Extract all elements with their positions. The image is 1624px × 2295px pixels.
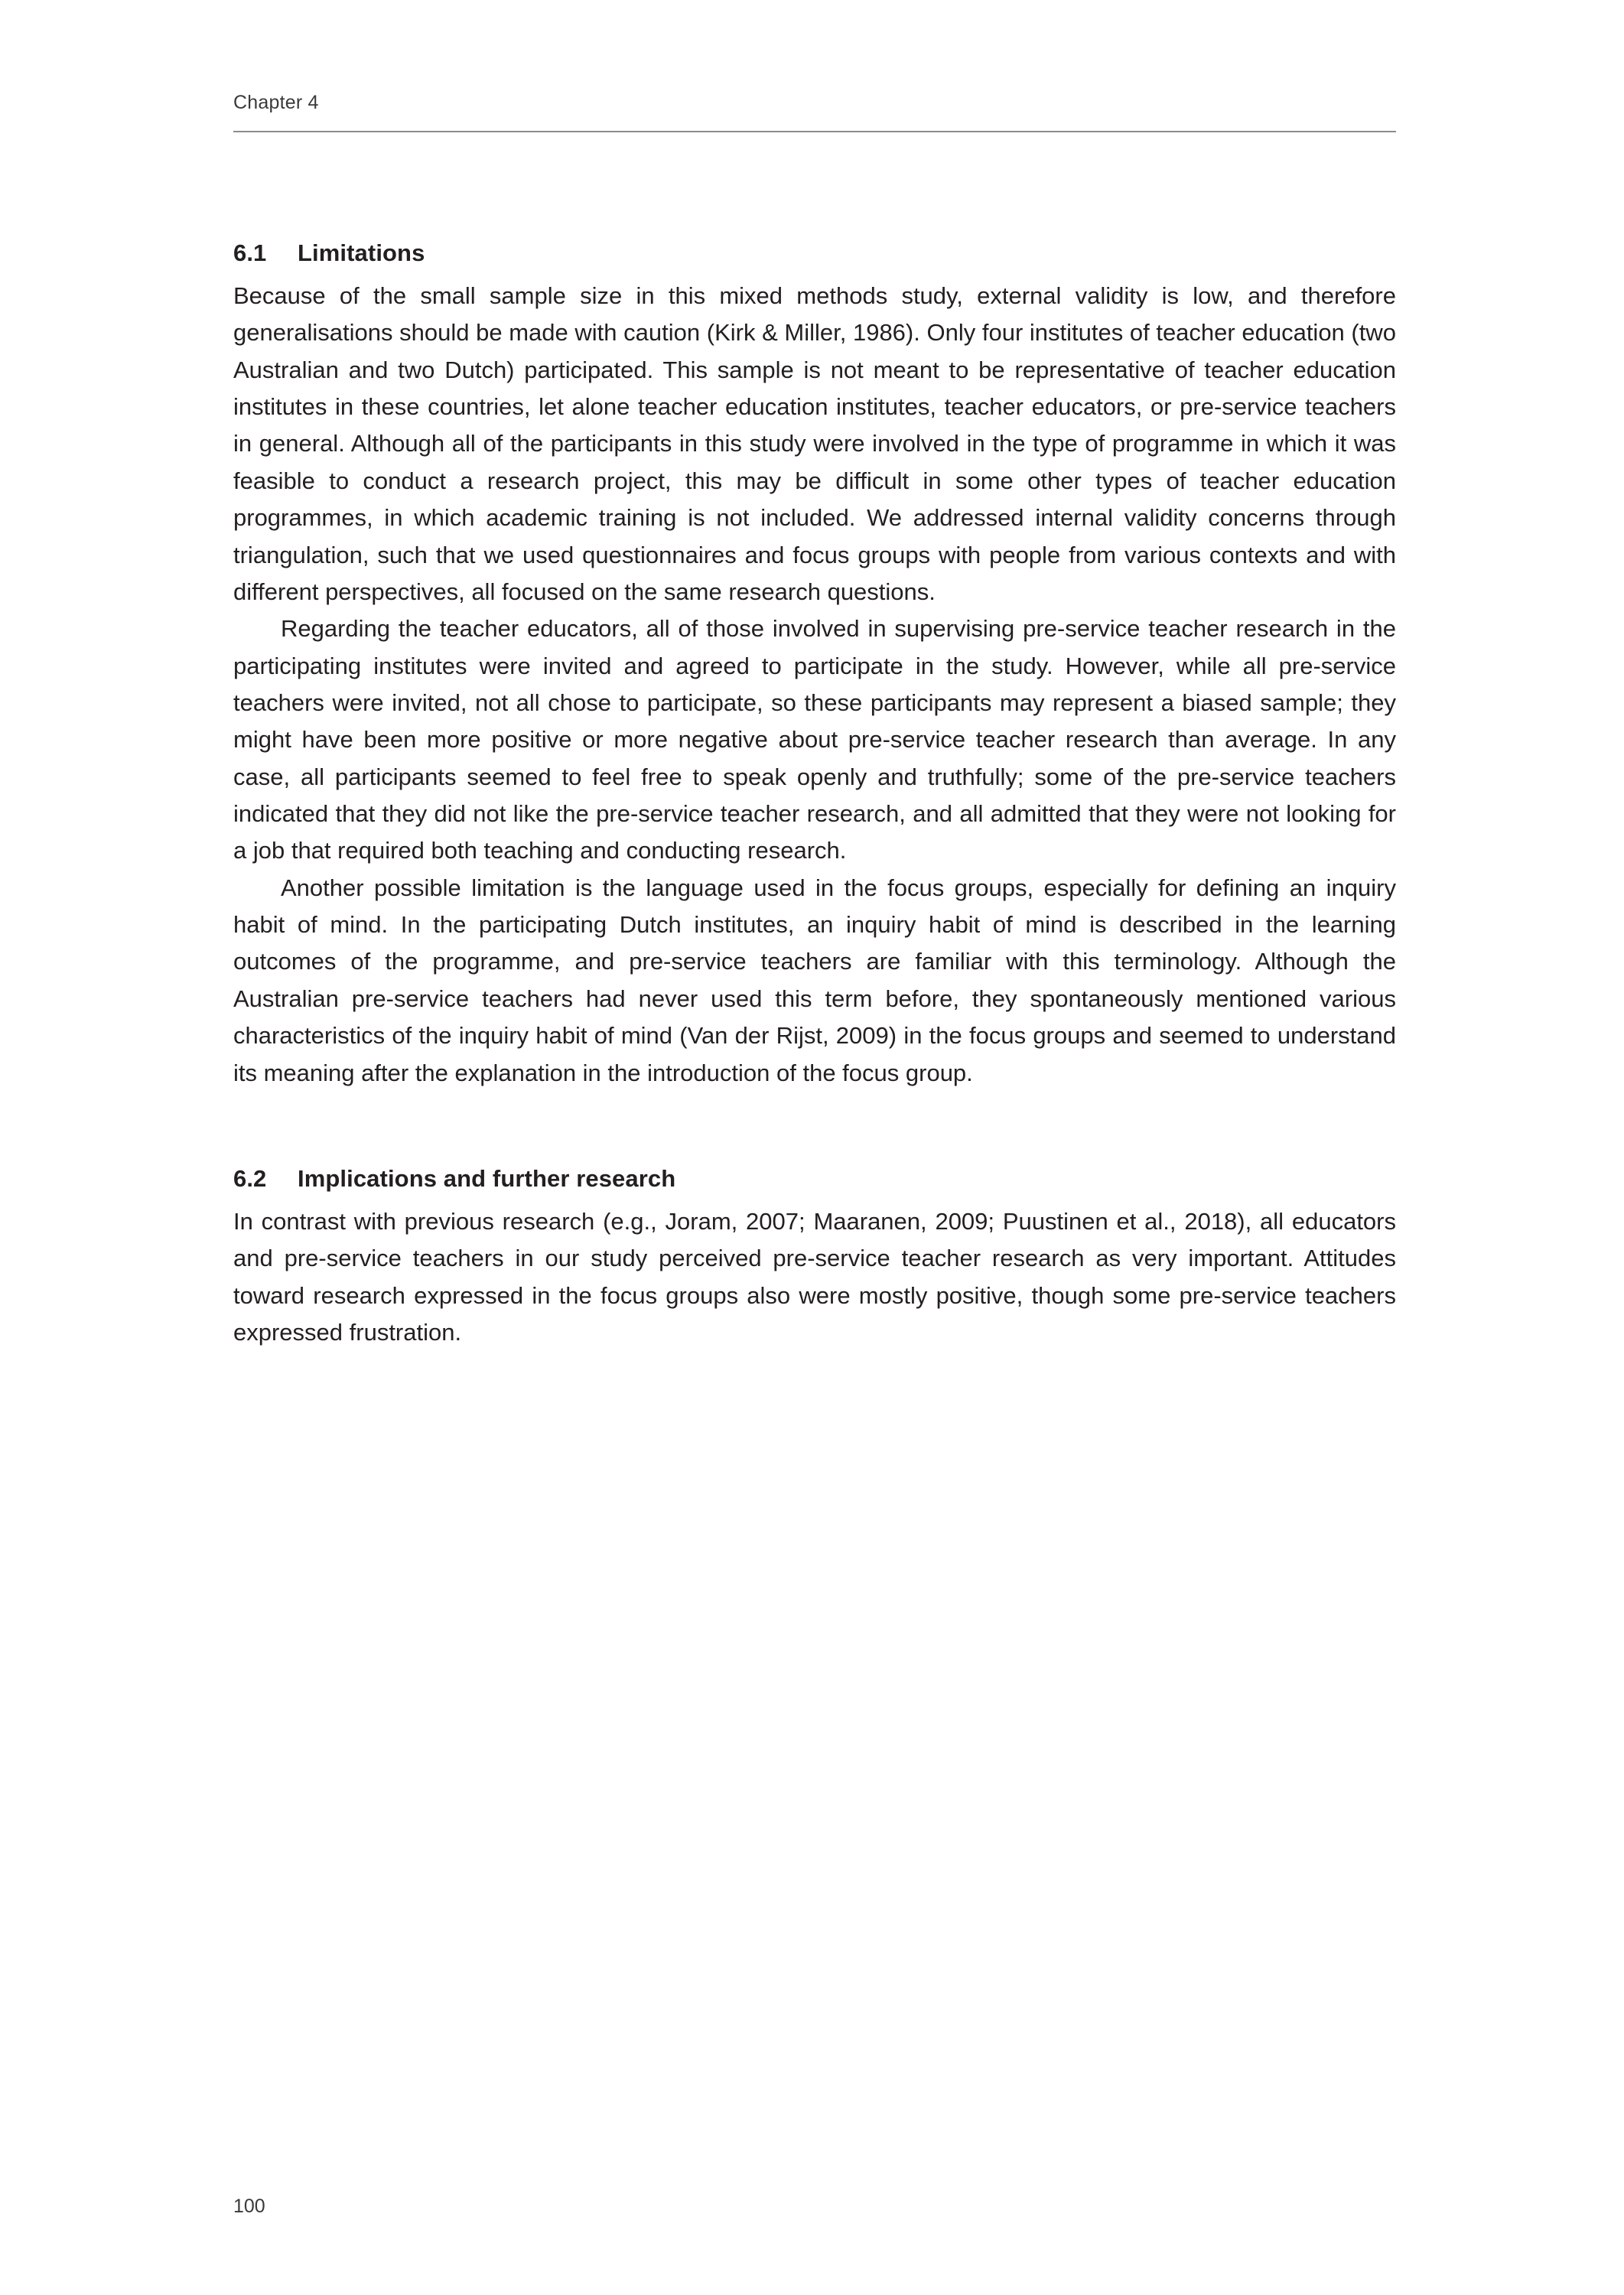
section-title: Implications and further research [298,1164,676,1192]
section-number: 6.2 [233,1164,267,1192]
paragraph: In contrast with previous research (e.g., Joram, 2007; Maaranen, 2009; Puustinen et al., 2018), all educators and pre-service teachers in our study perceived pre-service teacher research as very important. Attitudes toward research expressed in the focus groups also were mostly positive, though some pre-service teachers expressed frustration. [233,1207,1396,1346]
section-heading-implications [233,1165,1396,1193]
paragraph: Because of the small sample size in this mixed methods study, external validity is low, and therefore generalisations should be made with caution (Kirk & Miller, 1986). Only four institutes of teacher education (two Australian and two Dutch) participated. This sample is not meant to be representative of teacher education institutes in these countries, let alone teacher education institutes, teacher educators, or pre-service teachers in general. Although all of the participants in this study were involved in the type of programme in which it was feasible to conduct a research project, this may be difficult in some other types of teacher education programmes, in which academic training is not included. We addressed internal validity concerns through triangulation, such that we used questionnaires and focus groups with people from various contexts and with different perspectives, all focused on the same research questions. [233,282,1396,605]
section-title: Limitations [298,239,425,266]
section-heading-limitations [233,239,1396,267]
page-number: 100 [233,2196,265,2217]
paragraph: Another possible limitation is the language used in the focus groups, especially for defining an inquiry habit of mind. In the participating Dutch institutes, an inquiry habit of mind is described in the learning outcomes of the programme, and pre-service teachers are familiar with this terminology. Although the Australian pre-service teachers had never used this term before, they spontaneously mentioned various characteristics of the inquiry habit of mind (Van der Rijst, 2009) in the focus groups and seemed to understand its meaning after the explanation in the introduction of the focus group. [233,874,1396,1086]
running-head: Chapter 4 [233,92,1396,132]
section-limitations [233,239,1396,1092]
paragraph: Regarding the teacher educators, all of those involved in supervising pre-service teacher research in the participating institutes were invited and agreed to participate in the study. However, while all pre-service teachers were invited, not all chose to participate, so these participants may represent a biased sample; they might have been more positive or more negative about pre-service teacher research than average. In any case, all participants seemed to feel free to speak openly and truthfully; some of the pre-service teachers indicated that they did not like the pre-service teacher research, and all admitted that they were not looking for a job that required both teaching and conducting research. [233,615,1396,864]
page-content [233,92,1396,1351]
section-implications [233,1165,1396,1351]
section-number: 6.1 [233,239,267,266]
section-spacer [233,1092,1396,1165]
